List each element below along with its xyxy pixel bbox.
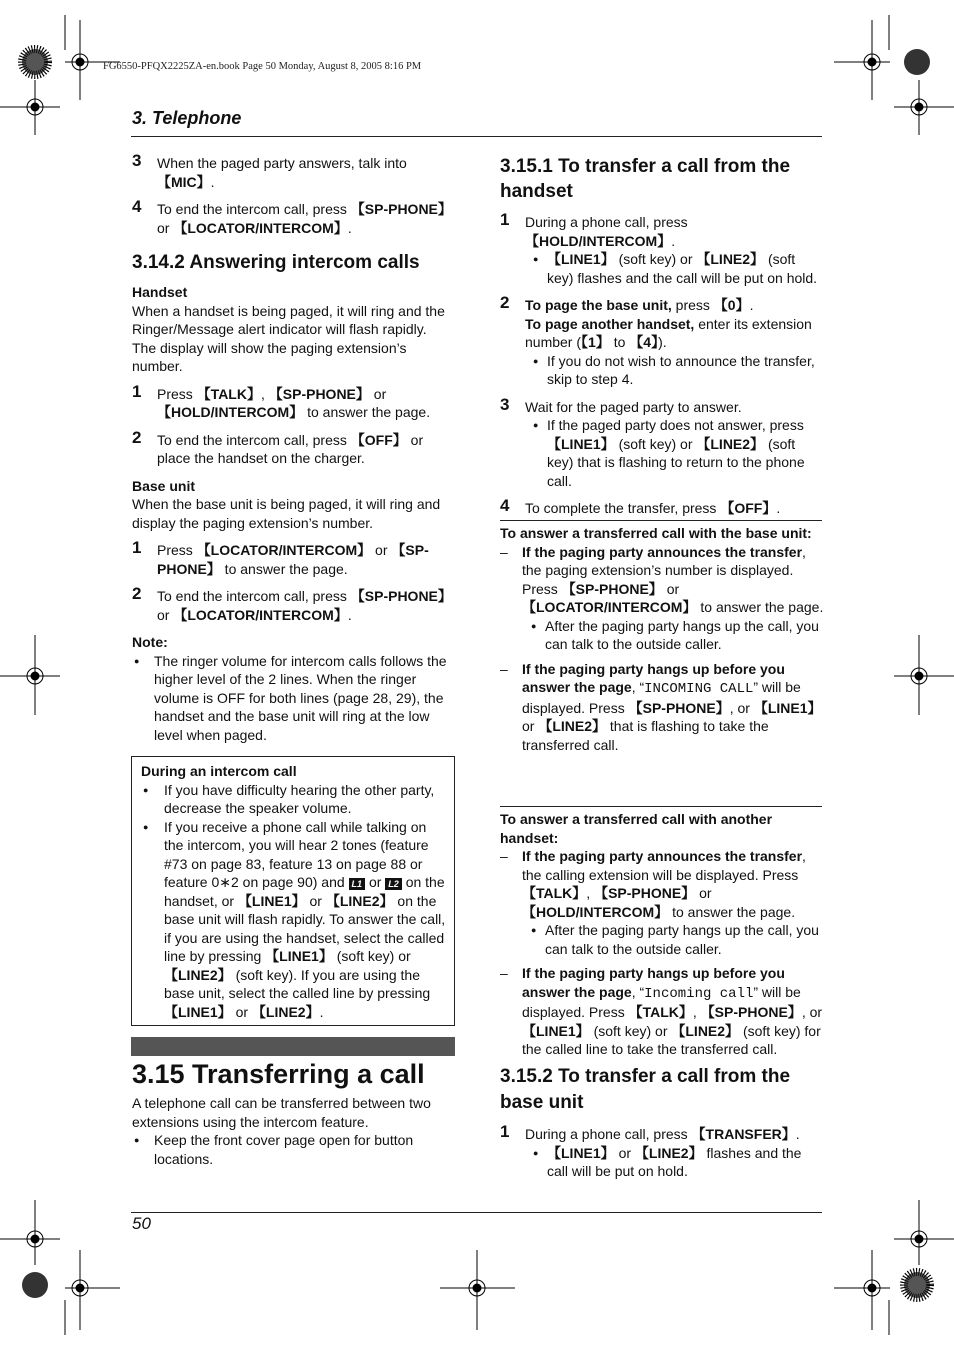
- r-step-2: 2 To page the base unit, press 【0】. To page another handset, enter its extension number (【1】 to 【4】).: [500, 293, 812, 350]
- base-answer-item-1-bullet: ● After the paging party hangs up the call, you can talk to the outside caller.: [529, 617, 824, 654]
- base-answer-section: [500, 524, 824, 754]
- star-key: ∗: [219, 874, 231, 890]
- base-transfer-step-1: 1 During a phone call, press 【TRANSFER】.: [500, 1122, 800, 1142]
- handset-answer-item-1-bullet: ● After the paging party hangs up the call, you can talk to the outside caller.: [529, 921, 824, 958]
- box-bullet-1: ● If you have difficulty hearing the other party, decrease the speaker volume.: [141, 781, 447, 818]
- intercom-box-content: [141, 762, 447, 1021]
- box-bullet-2: ● If you receive a phone call while talking on the intercom, you will hear 2 tones (feature #73 on page 83, feature 13 on page 88 or feature 0∗2 on page 90) and L1 or L2 on the handset, or 【LINE1】 or 【LINE2】 on the base unit will flash rapidly. To answer the call, if you are using the handset, select the called line by pressing 【LINE1】 (soft key) or 【LINE2】 (soft key). If you are using the base unit, select the called line by pressing 【LINE1】 or 【LINE2】.: [141, 818, 447, 1022]
- section-header: 3. Telephone: [132, 108, 242, 128]
- l2-indicator: L2: [385, 878, 402, 890]
- handset-text: When a handset is being paged, it will ring and the Ringer/Message alert indicator will flash rapidly. The display will show the paging extension’s number.: [132, 302, 445, 374]
- r-step-3: 3 Wait for the paged party to answer.: [500, 394, 742, 415]
- step-3: 3 When the paged party answers, talk into 【MIC】.: [132, 151, 407, 190]
- handset-label: Handset: [132, 284, 188, 300]
- r-step-1: 1 During a phone call, press 【HOLD/INTERCOM】.: [500, 210, 688, 249]
- file-header: FG6550-PFQX2225ZA-en.book Page 50 Monday, August 8, 2005 8:16 PM: [103, 61, 422, 72]
- note-bullet: ● The ringer volume for intercom calls follows the higher level of the 2 lines. When the ringer volume is OFF for both lines (page 28, 29), the handset and the base unit will ring at the low level when paged.: [132, 652, 454, 745]
- base-transfer-step-1-bullet: ● 【LINE1】 or 【LINE2】 flashes and the call will be put on hold.: [531, 1144, 824, 1181]
- base-section-rule: [500, 520, 822, 521]
- heading-answering-intercom: 3.14.2 Answering intercom calls: [132, 252, 420, 273]
- transfer-text: A telephone call can be transferred between two extensions using the intercom feature.: [132, 1095, 431, 1130]
- base-answer-title: To answer a transferred call with the base unit:: [500, 525, 812, 541]
- r-step-2-bullet: ● If you do not wish to announce the transfer, skip to step 4.: [531, 352, 824, 389]
- handset-answer-item-2: – If the paging party hangs up before you answer the page, “Incoming call” will be displayed. Press 【TALK】, 【SP-PHONE】, or 【LINE1】 (soft key) or 【LINE2】 (soft key) for the called line to take the transferred call.: [500, 964, 824, 1059]
- step-number: 4: [132, 197, 142, 216]
- section-bar: [131, 1037, 455, 1056]
- base-unit-label: Base unit: [132, 477, 196, 494]
- base-step-1: 1 Press 【LOCATOR/INTERCOM】 or 【SP-PHONE】 to answer the page.: [132, 538, 429, 577]
- handset-step-2: 2 To end the intercom call, press 【OFF】 or place the handset on the charger.: [132, 427, 424, 466]
- footer-rule: [131, 1212, 822, 1213]
- heading-transferring-call: 3.15 Transferring a call: [132, 1059, 425, 1089]
- right-column: [500, 154, 824, 518]
- handset-answer-title: To answer a transferred call with another handset:: [500, 811, 773, 846]
- handset-section-rule: [500, 806, 822, 807]
- box-title: During an intercom call: [141, 763, 297, 779]
- page-number: 50: [132, 1214, 151, 1233]
- left-column: [132, 151, 454, 744]
- r-step-1-bullet: ● 【LINE1】 (soft key) or 【LINE2】 (soft key) flashes and the call will be put on hold.: [531, 250, 824, 287]
- r-step-3-bullet: ● If the paged party does not answer, press 【LINE1】 (soft key) or 【LINE2】 (soft key) that is flashing to return to the phone call.: [531, 416, 824, 490]
- note-label: Note:: [132, 634, 168, 650]
- handset-answer-section: [500, 810, 824, 1059]
- base-step-2: 2 To end the intercom call, press 【SP-PHONE】 or 【LOCATOR/INTERCOM】.: [132, 584, 452, 623]
- heading-transfer-from-handset: 3.15.1 To transfer a call from the handset: [500, 156, 791, 202]
- transfer-from-base-section: [500, 1064, 824, 1181]
- transfer-bullet: ● Keep the front cover page open for button locations.: [132, 1131, 454, 1168]
- base-answer-item-1: – If the paging party announces the transfer, the paging extension’s number is displayed. Press 【SP-PHONE】 or 【LOCATOR/INTERCOM】 to answer the page.: [500, 543, 824, 617]
- handset-step-1: 1 Press 【TALK】, 【SP-PHONE】 or 【HOLD/INTERCOM】 to answer the page.: [132, 381, 431, 420]
- transfer-section: [132, 1058, 454, 1168]
- step-number: 3: [132, 151, 142, 170]
- base-answer-item-2: – If the paging party hangs up before you answer the page, “INCOMING CALL” will be displayed. Press 【SP-PHONE】, or 【LINE1】 or 【LINE2】 that is flashing to take the transferred call.: [500, 660, 824, 755]
- l1-indicator: L1: [349, 878, 366, 890]
- base-unit-text: When the base unit is being paged, it will ring and display the paging extension’s number.: [132, 496, 441, 531]
- mic-key: 【MIC】: [157, 173, 211, 190]
- header-rule: [131, 136, 822, 137]
- step-4: 4 To end the intercom call, press 【SP-PHONE】 or 【LOCATOR/INTERCOM】.: [132, 197, 452, 236]
- heading-transfer-from-base: 3.15.2 To transfer a call from the base unit: [500, 1066, 791, 1113]
- handset-answer-item-1: – If the paging party announces the transfer, the calling extension will be displayed. Press 【TALK】, 【SP-PHONE】 or 【HOLD/INTERCOM】 to answer the page.: [500, 847, 824, 921]
- r-step-4: 4 To complete the transfer, press 【OFF】.: [500, 496, 781, 516]
